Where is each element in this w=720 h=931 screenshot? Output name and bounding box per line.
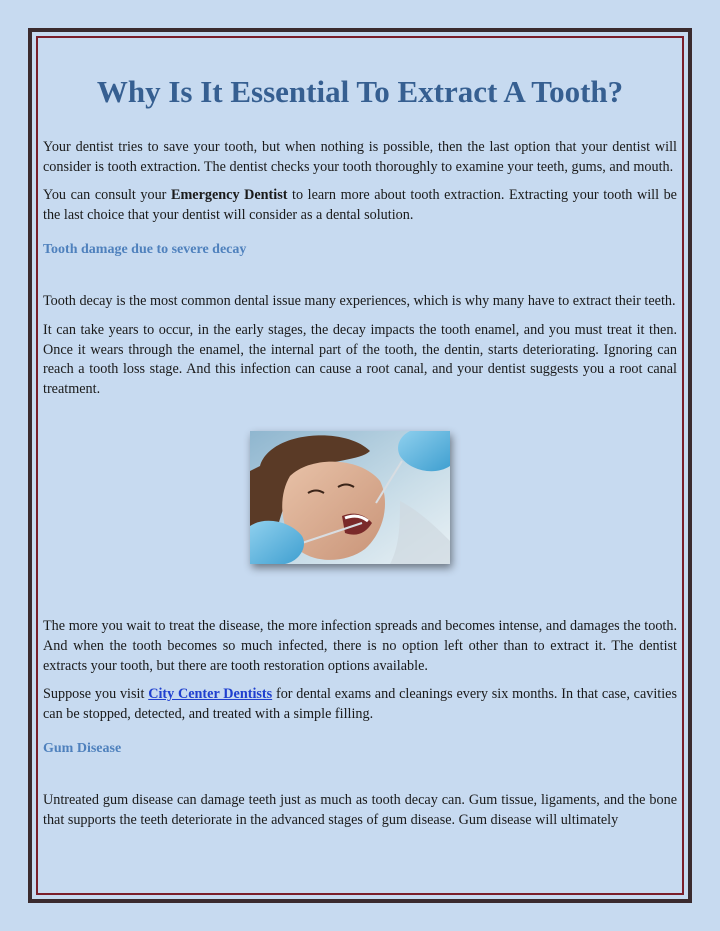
visit-text-after: for dental exams and cleanings every six months. In that case, cavities can be stopped, detected, and treated with a simple filling. <box>43 686 677 722</box>
dental-patient-illustration <box>250 431 450 564</box>
document-body <box>43 36 677 840</box>
emergency-dentist-keyword: Emergency Dentist <box>170 187 288 204</box>
image-container <box>43 411 677 617</box>
consult-text-after: to learn more about tooth extraction. Extracting your tooth will be the last choice that your dentist will consider as a dental solution. <box>43 187 677 223</box>
page-title: Why Is It Essential To Extract A Tooth? <box>96 74 624 109</box>
gum-disease-paragraph-1: Untreated gum disease can damage teeth just as much as tooth decay can. Gum tissue, ligaments, and the bone that supports the teeth deteriorate in the advanced stages of gum disease. Gum disease will ultimately <box>43 792 677 828</box>
visit-text-before: Suppose you visit <box>43 686 149 703</box>
tooth-decay-paragraph-1: Tooth decay is the most common dental issue many experiences, which is why many have to extract their teeth. <box>43 293 676 310</box>
dental-patient-photo <box>250 431 450 564</box>
visit-paragraph <box>43 685 677 724</box>
after-image-paragraph-1: The more you wait to treat the disease, the more infection spreads and becomes intense, and damages the tooth. And when the tooth becomes so much infected, there is no option left other than to extract it. The dentist extracts your tooth, but there are tooth restoration options available. <box>43 618 677 674</box>
city-center-dentists-link[interactable]: City Center Dentists <box>148 686 273 703</box>
consult-text-before: You can consult your <box>43 187 171 204</box>
consult-paragraph <box>43 186 677 225</box>
section-heading-tooth-decay: Tooth damage due to severe decay <box>43 242 247 258</box>
tooth-decay-paragraph-2: It can take years to occur, in the early stages, the decay impacts the tooth enamel, and you must treat it then. Once it wears through the enamel, the internal part of the tooth, the dentin, starts deteriorating. Ignoring can reach a tooth loss stage. And this infection can cause a root canal, and your dentist suggests you a root canal treatment. <box>43 321 677 397</box>
intro-paragraph: Your dentist tries to save your tooth, but when nothing is possible, then the last option that your dentist will consider is tooth extraction. The dentist checks your tooth thoroughly to examine your teeth, gums, and mouth. <box>43 139 677 175</box>
section-heading-gum-disease: Gum Disease <box>43 741 122 757</box>
